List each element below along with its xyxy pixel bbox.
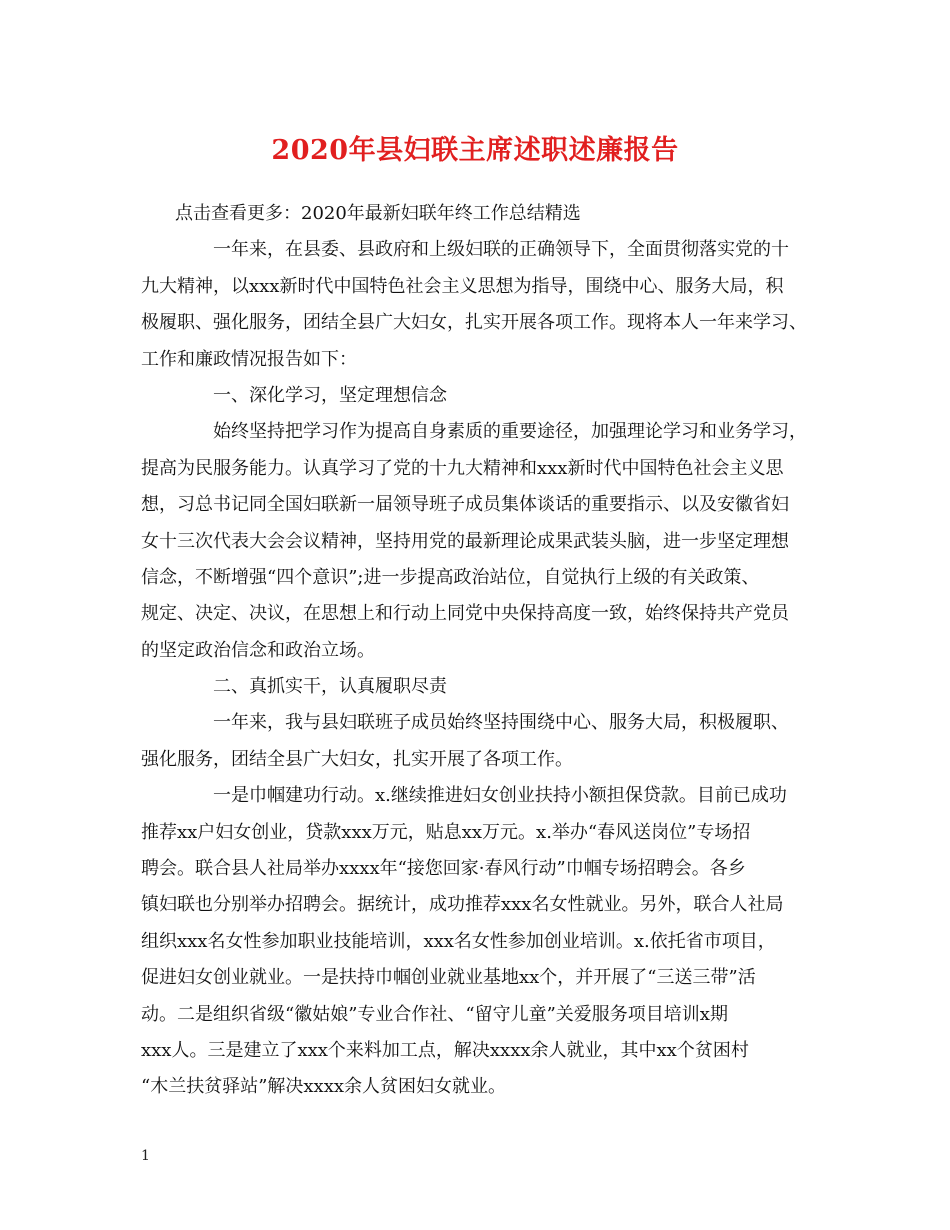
paragraph-line: 促进妇女创业就业。一是扶持巾帼创业就业基地xx个，并开展了“三送三带”活 [141,967,756,989]
paragraph-line: 工作和廉政情况报告如下： [141,348,357,370]
paragraph-line: 一是巾帼建功行动。x.继续推进妇女创业扶持小额担保贷款。目前已成功 [213,785,787,807]
paragraph-line: “木兰扶贫驿站”解决xxxx余人贫困妇女就业。 [141,1076,507,1098]
paragraph-line: 动。二是组织省级“徽姑娘”专业合作社、“留守儿童”关爱服务项目培训x期 [141,1003,728,1025]
paragraph-line: 规定、决定、决议，在思想上和行动上同党中央保持高度一致，始终保持共产党员 [141,603,789,625]
section-heading: 二、真抓实干，认真履职尽责 [213,676,447,698]
paragraph-line: 女十三次代表大会会议精神，坚持用党的最新理论成果武装头脑，进一步坚定理想 [141,530,789,552]
paragraph-line: 镇妇联也分别举办招聘会。据统计，成功推荐xxx名女性就业。另外，联合人社局 [141,894,784,916]
paragraph-line: 想，习总书记同全国妇联新一届领导班子成员集体谈话的重要指示、以及安徽省妇 [141,494,789,516]
paragraph-line: 聘会。联合县人社局举办xxxx年“接您回家·春风行动”巾帼专场招聘会。各乡 [141,858,746,880]
paragraph-line: 组织xxx名女性参加职业技能培训，xxx名女性参加创业培训。x.依托省市项目， [141,930,776,952]
page-number: 1 [141,1148,150,1164]
paragraph-line: 极履职、强化服务，团结全县广大妇女，扎实开展各项工作。现将本人一年来学习、 [141,312,807,334]
document-body [141,196,816,1106]
more-link-line[interactable]: 点击查看更多：2020年最新妇联年终工作总结精选 [175,203,581,224]
paragraph-line: 始终坚持把学习作为提高自身素质的重要途径，加强理论学习和业务学习， [213,421,807,443]
paragraph-line: 一年来，在县委、县政府和上级妇联的正确领导下，全面贯彻落实党的十 [213,239,789,261]
paragraph-line: xxx人。三是建立了xxx个来料加工点，解决xxxx余人就业，其中xx个贫困村 [141,1039,749,1061]
paragraph-line: 强化服务，团结全县广大妇女，扎实开展了各项工作。 [141,748,573,770]
section-heading: 一、深化学习，坚定理想信念 [213,384,447,406]
paragraph-line: 的坚定政治信念和政治立场。 [141,639,375,661]
document-title: 2020年县妇联主席述职述廉报告 [271,135,679,166]
paragraph-line: 信念，不断增强“四个意识”;进一步提高政治站位，自觉执行上级的有关政策、 [141,566,760,588]
paragraph-line: 一年来，我与县妇联班子成员始终坚持围绕中心、服务大局，积极履职、 [213,712,789,734]
paragraph-line: 九大精神，以xxx新时代中国特色社会主义思想为指导，围绕中心、服务大局，积 [141,275,784,297]
paragraph-line: 提高为民服务能力。认真学习了党的十九大精神和xxx新时代中国特色社会主义思 [141,457,784,479]
paragraph-line: 推荐xx户妇女创业，贷款xxx万元，贴息xx万元。x.举办“春风送岗位”专场招 [141,821,751,843]
